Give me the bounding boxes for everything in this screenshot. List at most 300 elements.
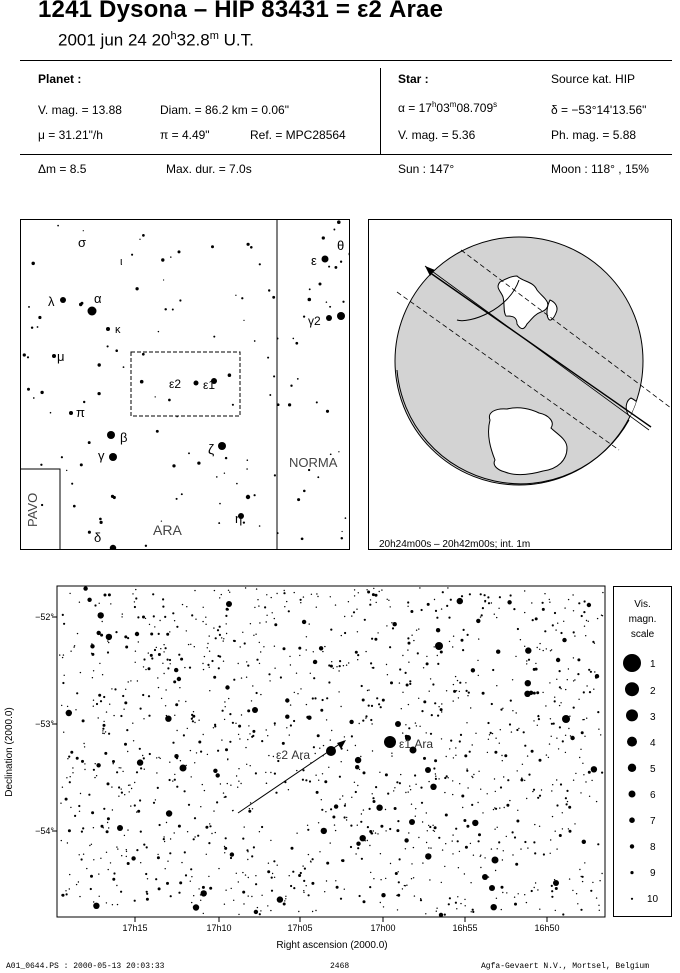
field-star bbox=[81, 760, 84, 763]
field-star bbox=[198, 741, 201, 744]
field-star bbox=[419, 726, 420, 727]
field-star bbox=[480, 616, 481, 617]
field-star bbox=[158, 887, 161, 890]
field-star bbox=[259, 663, 260, 664]
field-star bbox=[582, 763, 583, 764]
field-star bbox=[413, 847, 414, 848]
field-star bbox=[599, 910, 600, 911]
field-star bbox=[549, 682, 550, 683]
field-star bbox=[425, 913, 426, 914]
field-star bbox=[539, 759, 542, 762]
field-star bbox=[367, 690, 368, 691]
field-star bbox=[445, 814, 448, 817]
field-star bbox=[551, 649, 552, 650]
field-star bbox=[373, 878, 374, 879]
field-star bbox=[300, 872, 302, 874]
dec-tick-53: −53° bbox=[35, 719, 54, 729]
field-star bbox=[549, 599, 550, 600]
field-star bbox=[285, 898, 286, 899]
field-star bbox=[74, 645, 75, 646]
field-star bbox=[502, 892, 503, 893]
field-star bbox=[194, 817, 196, 819]
field-star bbox=[315, 775, 316, 776]
field-star bbox=[142, 616, 145, 619]
field-star bbox=[274, 623, 277, 626]
field-star bbox=[315, 753, 316, 754]
field-star bbox=[535, 617, 538, 620]
field-star bbox=[582, 881, 583, 882]
field-star bbox=[523, 731, 525, 733]
field-star bbox=[572, 890, 573, 891]
field-star bbox=[422, 862, 423, 863]
field-star bbox=[126, 856, 127, 857]
field-star bbox=[227, 758, 228, 759]
constellation-star bbox=[60, 297, 66, 303]
field-star bbox=[313, 651, 314, 652]
field-star bbox=[127, 829, 128, 830]
field-star bbox=[290, 724, 292, 726]
field-star bbox=[300, 599, 302, 601]
field-star bbox=[446, 605, 448, 607]
field-star bbox=[457, 896, 458, 897]
field-star bbox=[140, 831, 142, 833]
field-star bbox=[68, 829, 71, 832]
field-star bbox=[407, 606, 408, 607]
field-star bbox=[232, 810, 233, 811]
field-star bbox=[478, 771, 479, 772]
field-star bbox=[529, 691, 533, 695]
field-star bbox=[228, 698, 229, 699]
field-star bbox=[255, 883, 257, 885]
field-star bbox=[565, 689, 566, 690]
field-star bbox=[148, 652, 149, 653]
field-star bbox=[105, 731, 106, 732]
constellation-star bbox=[71, 483, 73, 485]
field-star bbox=[87, 598, 91, 602]
field-star bbox=[328, 767, 329, 768]
field-star bbox=[430, 678, 431, 679]
field-star bbox=[254, 607, 255, 608]
field-star bbox=[107, 640, 108, 641]
field-star bbox=[79, 602, 80, 603]
field-star bbox=[589, 691, 591, 693]
constellation-star bbox=[216, 476, 218, 478]
field-star bbox=[213, 727, 214, 728]
field-star bbox=[167, 659, 169, 661]
footer-company: Agfa-Gevaert N.V., Mortsel, Belgium bbox=[481, 962, 650, 971]
field-star bbox=[240, 646, 241, 647]
field-star bbox=[435, 773, 436, 774]
field-star bbox=[331, 730, 332, 731]
field-star bbox=[274, 618, 275, 619]
field-star bbox=[504, 807, 505, 808]
field-star bbox=[289, 656, 290, 657]
field-star bbox=[544, 630, 546, 632]
field-star bbox=[293, 887, 295, 889]
constellation-star bbox=[99, 518, 102, 521]
constellation-star bbox=[170, 256, 171, 257]
field-star bbox=[162, 606, 164, 608]
field-star bbox=[435, 776, 436, 777]
field-star bbox=[150, 633, 153, 636]
field-star bbox=[223, 638, 224, 639]
field-star bbox=[176, 626, 178, 628]
field-star bbox=[151, 657, 153, 659]
field-star bbox=[562, 638, 566, 642]
field-star bbox=[130, 805, 131, 806]
field-star bbox=[452, 834, 453, 835]
field-star bbox=[110, 603, 111, 604]
field-star bbox=[186, 606, 187, 607]
field-star bbox=[458, 697, 459, 698]
field-star bbox=[448, 617, 450, 619]
field-star bbox=[543, 853, 545, 855]
field-star bbox=[134, 601, 135, 602]
field-star bbox=[165, 689, 166, 690]
field-star bbox=[93, 670, 94, 671]
field-star bbox=[133, 740, 134, 741]
field-star bbox=[276, 593, 277, 594]
field-star bbox=[516, 712, 517, 713]
field-star bbox=[236, 873, 237, 874]
field-star bbox=[441, 703, 442, 704]
field-star bbox=[354, 595, 355, 596]
field-star bbox=[376, 697, 378, 699]
field-star bbox=[117, 904, 118, 905]
field-star bbox=[260, 910, 261, 911]
field-star bbox=[155, 799, 156, 800]
field-star bbox=[286, 727, 287, 728]
field-star bbox=[174, 715, 175, 716]
label-norma-eps: ε bbox=[311, 253, 317, 268]
field-star bbox=[242, 872, 243, 873]
label-norma: NORMA bbox=[289, 455, 338, 470]
field-star bbox=[444, 777, 446, 779]
field-star bbox=[209, 635, 210, 636]
constellation-star bbox=[27, 388, 30, 391]
field-star bbox=[159, 824, 161, 826]
field-star bbox=[224, 846, 225, 847]
field-star bbox=[238, 663, 239, 664]
field-star bbox=[343, 665, 344, 666]
constellation-star bbox=[179, 299, 181, 301]
field-star bbox=[447, 587, 448, 588]
field-star bbox=[459, 691, 460, 692]
field-star bbox=[459, 783, 460, 784]
field-star bbox=[367, 840, 368, 841]
field-star bbox=[172, 612, 174, 614]
field-star bbox=[322, 699, 324, 701]
field-star bbox=[363, 771, 366, 774]
field-star bbox=[163, 836, 164, 837]
field-star bbox=[224, 852, 225, 853]
field-star bbox=[145, 873, 147, 875]
field-star bbox=[357, 825, 358, 826]
field-star bbox=[350, 846, 352, 848]
field-star bbox=[88, 794, 90, 796]
field-star bbox=[429, 826, 431, 828]
field-star bbox=[203, 913, 204, 914]
field-star bbox=[191, 902, 192, 903]
moon-elongation: Moon : 118° , 15% bbox=[551, 162, 649, 176]
field-star bbox=[394, 807, 397, 810]
field-star bbox=[560, 702, 561, 703]
field-star bbox=[257, 599, 258, 600]
field-star bbox=[245, 587, 246, 588]
field-star bbox=[361, 813, 362, 814]
field-star bbox=[579, 869, 580, 870]
field-star bbox=[98, 873, 99, 874]
field-star bbox=[410, 789, 411, 790]
field-star bbox=[566, 790, 568, 792]
field-star bbox=[259, 913, 261, 915]
field-star bbox=[251, 855, 253, 857]
field-star bbox=[313, 677, 315, 679]
field-star bbox=[442, 591, 444, 593]
field-star bbox=[537, 889, 538, 890]
field-star bbox=[578, 602, 580, 604]
field-star bbox=[160, 758, 161, 759]
field-star bbox=[467, 634, 469, 636]
field-star bbox=[93, 901, 94, 902]
field-star bbox=[527, 847, 528, 848]
field-star bbox=[306, 885, 307, 886]
field-star bbox=[270, 772, 271, 773]
mag-label-10: 10 bbox=[647, 894, 659, 905]
field-star bbox=[355, 791, 357, 793]
field-star bbox=[76, 757, 79, 760]
constellation-star bbox=[326, 410, 329, 413]
field-star bbox=[72, 767, 73, 768]
constellation-star bbox=[164, 308, 166, 310]
field-star bbox=[503, 776, 504, 777]
field-star bbox=[556, 658, 560, 662]
field-star bbox=[512, 710, 513, 711]
field-star bbox=[274, 877, 275, 878]
field-star bbox=[131, 856, 135, 860]
planet-heading: Planet : bbox=[38, 72, 82, 86]
field-star bbox=[440, 708, 443, 711]
field-star bbox=[386, 664, 387, 665]
field-star bbox=[183, 734, 185, 736]
field-star bbox=[586, 685, 587, 686]
field-star bbox=[252, 730, 255, 733]
field-star bbox=[266, 729, 267, 730]
constellation-star bbox=[31, 326, 33, 328]
constellation-star bbox=[326, 315, 332, 321]
field-star bbox=[78, 805, 80, 807]
field-star bbox=[588, 621, 589, 622]
constellation-star bbox=[197, 461, 200, 464]
field-star bbox=[526, 902, 527, 903]
constellation-star bbox=[322, 256, 329, 263]
field-star bbox=[235, 723, 236, 724]
field-star bbox=[224, 904, 225, 905]
field-star bbox=[414, 895, 415, 896]
field-star bbox=[126, 849, 127, 850]
mag-scale-dot bbox=[630, 844, 634, 848]
planet-diameter: Diam. = 86.2 km = 0.06" bbox=[160, 103, 289, 117]
field-star bbox=[73, 646, 74, 647]
field-star bbox=[81, 831, 83, 833]
field-star bbox=[261, 740, 263, 742]
mag-scale-dot bbox=[625, 682, 639, 696]
constellation-star bbox=[272, 296, 275, 299]
label-alpha: α bbox=[94, 291, 102, 306]
field-star bbox=[484, 594, 486, 596]
field-star bbox=[226, 601, 232, 607]
mag-label-1: 1 bbox=[650, 659, 656, 670]
field-star bbox=[165, 647, 167, 649]
field-star bbox=[340, 706, 341, 707]
field-star bbox=[62, 682, 64, 684]
field-star bbox=[432, 825, 433, 826]
field-star bbox=[270, 840, 271, 841]
field-star bbox=[491, 703, 493, 705]
field-star bbox=[524, 745, 526, 747]
field-star bbox=[242, 632, 243, 633]
field-star bbox=[380, 902, 381, 903]
constellation-star bbox=[135, 287, 138, 290]
field-star bbox=[336, 666, 337, 667]
field-star bbox=[351, 735, 353, 737]
field-star bbox=[407, 601, 409, 603]
field-star bbox=[194, 646, 195, 647]
field-star bbox=[533, 789, 535, 791]
field-star bbox=[239, 738, 240, 739]
field-star bbox=[542, 608, 545, 611]
field-star bbox=[127, 862, 130, 865]
field-star bbox=[334, 824, 335, 825]
field-star bbox=[569, 830, 572, 833]
field-star bbox=[317, 596, 318, 597]
field-star bbox=[230, 785, 231, 786]
field-star bbox=[506, 892, 507, 893]
field-star bbox=[559, 686, 561, 688]
field-star bbox=[492, 857, 499, 864]
field-star bbox=[360, 756, 361, 757]
constellation-star bbox=[27, 356, 29, 358]
constellation-star bbox=[83, 230, 84, 231]
date-end: U.T. bbox=[218, 30, 254, 50]
field-star bbox=[127, 751, 128, 752]
field-star bbox=[95, 763, 96, 764]
field-star bbox=[292, 871, 294, 873]
constellation-star bbox=[333, 229, 335, 231]
field-star bbox=[135, 662, 136, 663]
constellation-star bbox=[224, 473, 225, 474]
field-star bbox=[509, 800, 510, 801]
constellation-star bbox=[172, 308, 174, 310]
field-star bbox=[399, 682, 400, 683]
field-star bbox=[111, 688, 112, 689]
field-star bbox=[560, 783, 562, 785]
field-star bbox=[307, 829, 309, 831]
field-star bbox=[165, 868, 166, 869]
field-star bbox=[170, 838, 171, 839]
field-star bbox=[428, 847, 429, 848]
field-star bbox=[176, 757, 178, 759]
constellation-star bbox=[50, 412, 52, 414]
field-star bbox=[100, 700, 102, 702]
field-star bbox=[259, 622, 260, 623]
field-star bbox=[268, 863, 269, 864]
field-star bbox=[532, 791, 533, 792]
field-star bbox=[230, 852, 234, 856]
header-divider bbox=[380, 68, 381, 154]
field-star bbox=[272, 612, 273, 613]
field-star bbox=[122, 613, 123, 614]
field-star bbox=[72, 772, 73, 773]
field-star bbox=[461, 595, 463, 597]
field-star bbox=[409, 680, 411, 682]
field-star bbox=[584, 626, 585, 627]
field-star bbox=[536, 691, 539, 694]
field-star bbox=[342, 795, 343, 796]
field-star bbox=[319, 851, 320, 852]
field-star bbox=[369, 845, 370, 846]
field-star bbox=[488, 602, 490, 604]
field-star bbox=[444, 866, 445, 867]
field-star bbox=[146, 898, 149, 901]
field-star bbox=[319, 748, 320, 749]
field-star bbox=[166, 810, 172, 816]
field-star bbox=[464, 873, 465, 874]
field-star bbox=[426, 842, 427, 843]
field-star bbox=[188, 804, 190, 806]
field-star bbox=[82, 719, 85, 722]
field-star bbox=[91, 811, 94, 814]
field-star bbox=[367, 826, 369, 828]
field-star bbox=[222, 710, 224, 712]
field-star bbox=[190, 881, 191, 882]
field-star bbox=[537, 647, 538, 648]
field-star bbox=[396, 781, 398, 783]
dec-tick-52: −52° bbox=[35, 612, 54, 622]
field-star bbox=[559, 726, 561, 728]
field-star bbox=[410, 610, 413, 613]
constellation-star bbox=[131, 254, 133, 256]
field-star bbox=[150, 654, 153, 657]
field-star bbox=[106, 902, 107, 903]
field-star bbox=[524, 780, 525, 781]
field-star bbox=[520, 639, 521, 640]
field-star bbox=[569, 716, 570, 717]
field-star bbox=[423, 667, 424, 668]
field-star bbox=[331, 661, 332, 662]
field-star bbox=[296, 833, 297, 834]
field-star bbox=[191, 776, 192, 777]
field-star bbox=[355, 745, 356, 746]
field-star bbox=[491, 848, 492, 849]
field-star bbox=[394, 787, 395, 788]
field-star bbox=[336, 886, 339, 889]
field-star bbox=[89, 845, 90, 846]
constellation-star bbox=[61, 456, 63, 458]
field-star bbox=[163, 838, 165, 840]
field-star bbox=[99, 896, 100, 897]
field-star bbox=[261, 895, 262, 896]
field-star bbox=[145, 669, 146, 670]
field-star bbox=[387, 793, 389, 795]
constellation-star bbox=[295, 342, 298, 345]
field-star bbox=[477, 802, 478, 803]
field-star bbox=[137, 680, 138, 681]
field-star bbox=[511, 831, 513, 833]
field-star bbox=[247, 739, 248, 740]
field-star bbox=[501, 886, 504, 889]
field-star bbox=[225, 615, 227, 617]
